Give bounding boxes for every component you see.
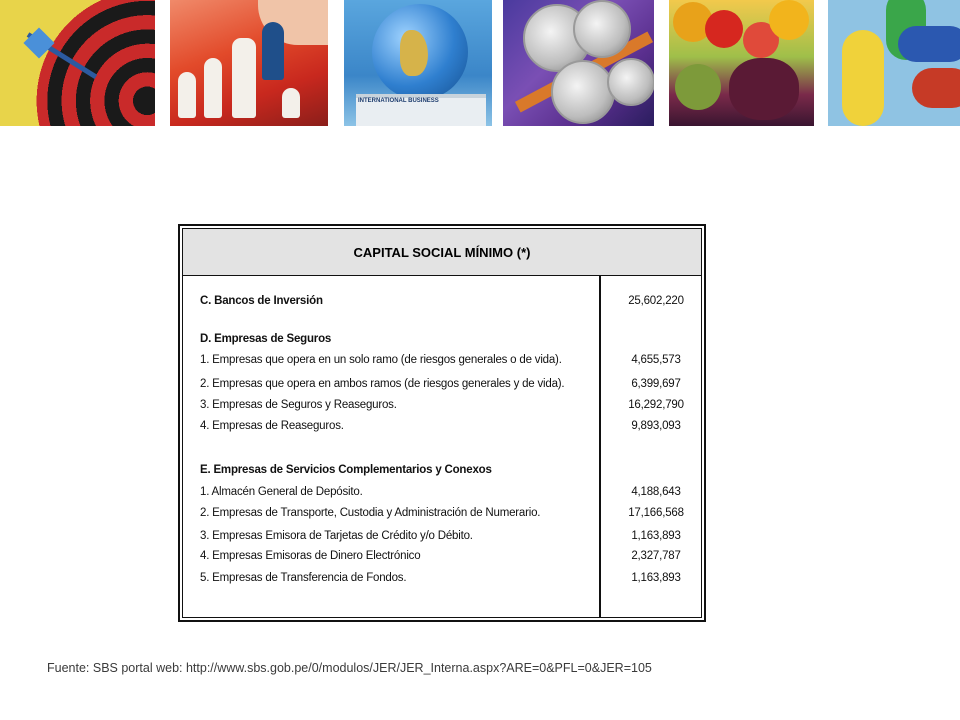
chess-piece	[204, 58, 222, 118]
lemon-icon	[769, 0, 809, 40]
row-label: D. Empresas de Seguros	[200, 333, 332, 345]
table-row	[183, 530, 701, 548]
source-note: Fuente: SBS portal web: http://www.sbs.gob.pe/0/modulos/JER/JER_Interna.aspx?ARE=0&PFL=0&JER=105	[47, 661, 652, 675]
row-label: 1. Almacén General de Depósito.	[200, 486, 363, 498]
chess-king	[232, 38, 256, 118]
row-value: 16,292,790	[628, 399, 684, 411]
chess-piece	[282, 88, 300, 118]
coins-photo	[503, 0, 654, 126]
capital-table	[178, 224, 706, 622]
red-hand	[912, 68, 960, 108]
row-value: 9,893,093	[631, 420, 681, 432]
coin-icon	[551, 60, 615, 124]
artichoke-icon	[675, 64, 721, 110]
globe-photo	[344, 0, 492, 126]
photo-banner	[0, 0, 960, 126]
section-heading-row	[183, 464, 701, 482]
row-value: 1,163,893	[631, 530, 681, 542]
blue-hand	[898, 26, 960, 62]
row-value: 4,655,573	[631, 354, 681, 366]
chess-piece	[178, 72, 196, 118]
row-value: 4,188,643	[631, 486, 681, 498]
coin-icon	[573, 0, 631, 58]
dartboard-photo	[0, 0, 155, 126]
row-value: 1,163,893	[631, 572, 681, 584]
fruit-photo	[669, 0, 814, 126]
yellow-hand	[842, 30, 884, 126]
continent-shape	[400, 30, 428, 76]
coin-icon	[607, 58, 654, 106]
row-label: 2. Empresas que opera en ambos ramos (de riesgos generales y de vida).	[200, 378, 565, 390]
grapes-icon	[729, 58, 799, 120]
table-inner	[182, 228, 702, 618]
row-value: 6,399,697	[631, 378, 681, 390]
table-row	[183, 550, 701, 568]
section-heading-row	[183, 333, 701, 351]
pepper-icon	[705, 10, 743, 48]
table-row	[183, 572, 701, 590]
table-row	[183, 420, 701, 438]
chess-photo	[170, 0, 328, 126]
table-row	[183, 486, 701, 504]
row-label: 3. Empresas de Seguros y Reaseguros.	[200, 399, 397, 411]
table-row	[183, 354, 701, 372]
row-value: 2,327,787	[631, 550, 681, 562]
table-title: CAPITAL SOCIAL MÍNIMO (*)	[183, 229, 701, 276]
section-heading-row	[183, 295, 701, 313]
row-label: 4. Empresas Emisoras de Dinero Electrónico	[200, 550, 421, 562]
table-row	[183, 507, 701, 525]
hands-photo	[828, 0, 960, 126]
row-label: 4. Empresas de Reaseguros.	[200, 420, 344, 432]
row-value: 25,602,220	[628, 295, 684, 307]
table-row	[183, 399, 701, 417]
table-row	[183, 378, 701, 396]
row-label: 3. Empresas Emisora de Tarjetas de Crédito y/o Débito.	[200, 530, 473, 542]
row-label: 1. Empresas que opera en un solo ramo (de riesgos generales o de vida).	[200, 354, 562, 366]
row-label: E. Empresas de Servicios Complementarios y Conexos	[200, 464, 492, 476]
row-label: C. Bancos de Inversión	[200, 295, 323, 307]
row-label: 2. Empresas de Transporte, Custodia y Administración de Numerario.	[200, 507, 541, 519]
chess-piece-dark	[262, 22, 284, 80]
row-label: 5. Empresas de Transferencia de Fondos.	[200, 572, 407, 584]
row-value: 17,166,568	[628, 507, 684, 519]
book-title: INTERNATIONAL BUSINESS	[358, 98, 439, 104]
